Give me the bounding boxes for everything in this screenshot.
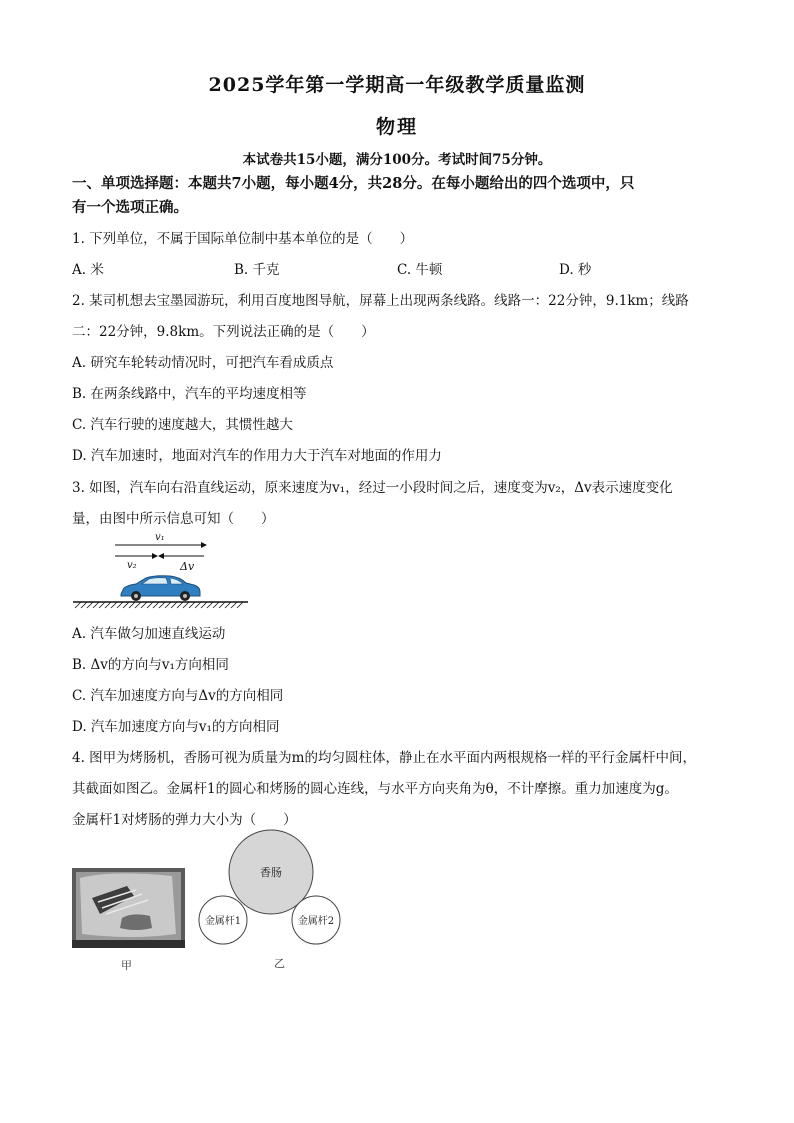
q3-car-figure bbox=[70, 528, 252, 612]
q4-stem-line3: 金属杆1对烤肠的弹力大小为（ ） bbox=[72, 812, 297, 828]
cross-section-figure bbox=[195, 828, 350, 946]
caption-yi: 乙 bbox=[274, 957, 285, 970]
q2-stem-line2: 二：22分钟，9.8km。下列说法正确的是（ ） bbox=[72, 324, 375, 340]
q3-option-b[interactable]: B. Δv的方向与v₁方向相同 bbox=[72, 657, 229, 673]
ground-hatch bbox=[75, 602, 243, 608]
rod1-label: 金属杆1 bbox=[204, 916, 242, 927]
rod2-label: 金属杆2 bbox=[297, 916, 335, 927]
q3-stem-line1: 3. 如图，汽车向右沿直线运动，原来速度为v₁，经过一小段时间之后，速度变为v₂，Δv表示速度变化 bbox=[72, 480, 673, 496]
exam-instructions: 本试卷共15小题，满分100分。考试时间75分钟。 bbox=[242, 152, 552, 168]
q3-stem-line2: 量，由图中所示信息可知（ ） bbox=[72, 511, 275, 527]
q1-option-a[interactable]: A. 米 bbox=[72, 262, 104, 278]
q2-option-a[interactable]: A. 研究车轮转动情况时，可把汽车看成质点 bbox=[72, 355, 334, 371]
q1-option-d[interactable]: D. 秒 bbox=[559, 262, 592, 278]
q1-option-c[interactable]: C. 牛顿 bbox=[397, 262, 443, 278]
v1-label: v₁ bbox=[155, 532, 165, 543]
grill-photo bbox=[72, 868, 185, 948]
section-heading-line2: 有一个选项正确。 bbox=[72, 199, 188, 216]
q3-option-d[interactable]: D. 汽车加速度方向与v₁的方向相同 bbox=[72, 719, 280, 735]
car-icon bbox=[121, 576, 200, 601]
q1-stem: 1. 下列单位，不属于国际单位制中基本单位的是（ ） bbox=[72, 231, 414, 247]
q3-option-c[interactable]: C. 汽车加速度方向与Δv的方向相同 bbox=[72, 688, 284, 704]
dv-label: Δv bbox=[180, 560, 195, 573]
subject-title: 物理 bbox=[375, 116, 418, 138]
q3-option-a[interactable]: A. 汽车做匀加速直线运动 bbox=[72, 626, 226, 642]
q2-option-d[interactable]: D. 汽车加速时，地面对汽车的作用力大于汽车对地面的作用力 bbox=[72, 448, 442, 464]
sausage-label: 香肠 bbox=[260, 866, 282, 879]
exam-title: 2025学年第一学期高一年级教学质量监测 bbox=[208, 74, 586, 96]
q2-option-b[interactable]: B. 在两条线路中，汽车的平均速度相等 bbox=[72, 386, 307, 402]
caption-jia: 甲 bbox=[121, 959, 132, 972]
q1-option-b[interactable]: B. 千克 bbox=[234, 262, 280, 278]
q4-stem-line1: 4. 图甲为烤肠机，香肠可视为质量为m的均匀圆柱体，静止在水平面内两根规格一样的平行金属杆中间， bbox=[72, 750, 696, 766]
dv-arrowhead bbox=[158, 553, 164, 559]
v1-arrowhead bbox=[201, 542, 207, 548]
q2-stem-line1: 2. 某司机想去宝墨园游玩，利用百度地图导航，屏幕上出现两条线路。线路一：22分钟，9.1km；线路 bbox=[72, 293, 689, 309]
v2-arrowhead bbox=[152, 553, 158, 559]
q2-option-c[interactable]: C. 汽车行驶的速度越大，其惯性越大 bbox=[72, 417, 293, 433]
section-heading-line1: 一、单项选择题：本题共7小题，每小题4分，共28分。在每小题给出的四个选项中，只 bbox=[72, 175, 635, 192]
v2-label: v₂ bbox=[127, 560, 137, 571]
q4-stem-line2: 其截面如图乙。金属杆1的圆心和烤肠的圆心连线，与水平方向夹角为θ，不计摩擦。重力加速度为g。 bbox=[72, 781, 678, 797]
